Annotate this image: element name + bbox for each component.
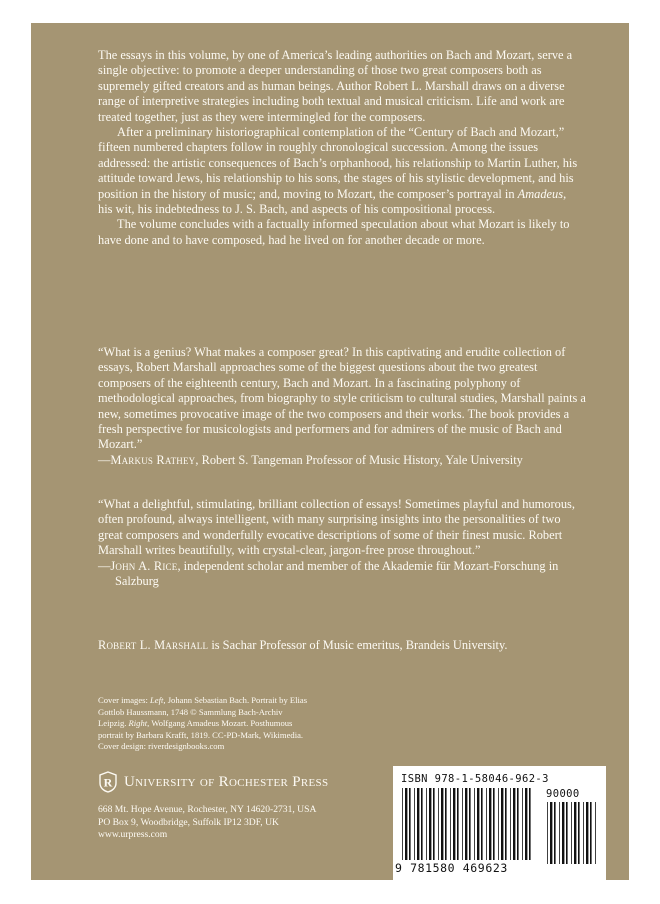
endorsement-attribution: —Markus Rathey, Robert S. Tangeman Professor of Music History, Yale University	[98, 452, 523, 467]
endorsement-rice	[98, 497, 586, 589]
cover-design-credit: Cover design: riverdesignbooks.com	[98, 741, 225, 751]
publisher-name: University of Rochester Press	[124, 773, 329, 790]
address-line: 668 Mt. Hope Avenue, Rochester, NY 14620-2731, USA	[98, 804, 317, 815]
endorsement-attribution: —John A. Rice, independent scholar and member of the Akademie für Mozart-Forschung in Salzburg	[98, 558, 559, 589]
description-blurb	[98, 48, 583, 248]
endorsement-rathey	[98, 345, 586, 468]
back-cover	[31, 23, 629, 880]
ean-barcode-bars	[401, 788, 535, 866]
blurb-paragraph-2: After a preliminary historiographical contemplation of the “Century of Bach and Mozart,” fifteen numbered chapters follow in roughly chronological succession. Among the issues addressed: the artistic consequences of Bach’s orphanhood, his relationship to Martin Luther, his attitude toward Jews, his relationship to his sons, the stages of his stylistic development, and his position in the history of music; and, moving to Mozart, the composer’s portrayal in Amadeus, his wit, his indebtedness to J. S. Bach, and aspects of his compositional process.	[98, 125, 578, 217]
endorsement-text: “What is a genius? What makes a composer great? In this captivating and erudite collection of essays, Robert Marshall approaches some of the biggest questions about the two greatest composers of the eighteenth century, Bach and Mozart. In a fascinating polyphony of methodological approaches, from biography to style criticism to cultural studies, Marshall paints a new, sometimes provocative image of the two composers and their works. The book provides a fresh perspective for musicologists and performers and for admirers of the music of Bach and Mozart.”	[98, 345, 586, 452]
author-name: Robert L. Marshall	[98, 638, 209, 652]
endorsement-text: “What a delightful, stimulating, brilliant collection of essays! Sometimes playful and humorous, often profound, always intelligent, with many surprising insights into the personalities of two great composers and wonderfully evocative descriptions of some of their finest music. Robert Marshall writes beautifully, with crystal-clear, jargon-free prose throughout.”	[98, 497, 575, 558]
cover-credits: Cover images: Left, Johann Sebastian Bach. Portrait by Elias Gottlob Haussmann, 1748 © Sammlung Bach-Archiv Leipzig. Right, Wolfgang Amadeus Mozart. Posthumous portrait by Barbara Krafft, 1819. CC-PD-Mark, Wikimedia. Cover design: riverdesignbooks.com	[98, 695, 308, 751]
blurb-paragraph-1: The essays in this volume, by one of America’s leading authorities on Bach and Mozart, serve a single objective: to promote a deeper understanding of those two great composers both as supremely gifted creators and as human beings. Author Robert L. Marshall draws on a diverse range of interpretive strategies including both textual and musical criticism. Life and work are treated together, just as they were intermingled for the composers.	[98, 48, 573, 124]
address-line: PO Box 9, Woodbridge, Suffolk IP12 3DF, UK	[98, 816, 279, 828]
publisher-logo-icon	[98, 771, 118, 793]
isbn-barcode	[393, 766, 606, 880]
publisher-address	[98, 804, 368, 842]
price-code: 90000	[546, 788, 580, 800]
blurb-paragraph-3: The volume concludes with a factually informed speculation about what Mozart is likely to have done and to have composed, had he lived on for another decade or more.	[98, 217, 570, 247]
film-title: Amadeus	[517, 186, 564, 201]
ean-digits: 9 781580 469623	[395, 861, 508, 875]
isbn-number: ISBN 978-1-58046-962-3	[401, 773, 549, 785]
author-bio: Robert L. Marshall is Sachar Professor of Music emeritus, Brandeis University.	[98, 638, 508, 652]
endorser-name: Markus Rathey	[110, 452, 196, 467]
publisher-website: www.urpress.com	[98, 829, 168, 841]
addon-barcode-bars	[546, 802, 598, 864]
svg-text:R: R	[103, 775, 113, 790]
endorser-name: John A. Rice	[110, 558, 178, 573]
publisher-imprint	[98, 771, 328, 793]
